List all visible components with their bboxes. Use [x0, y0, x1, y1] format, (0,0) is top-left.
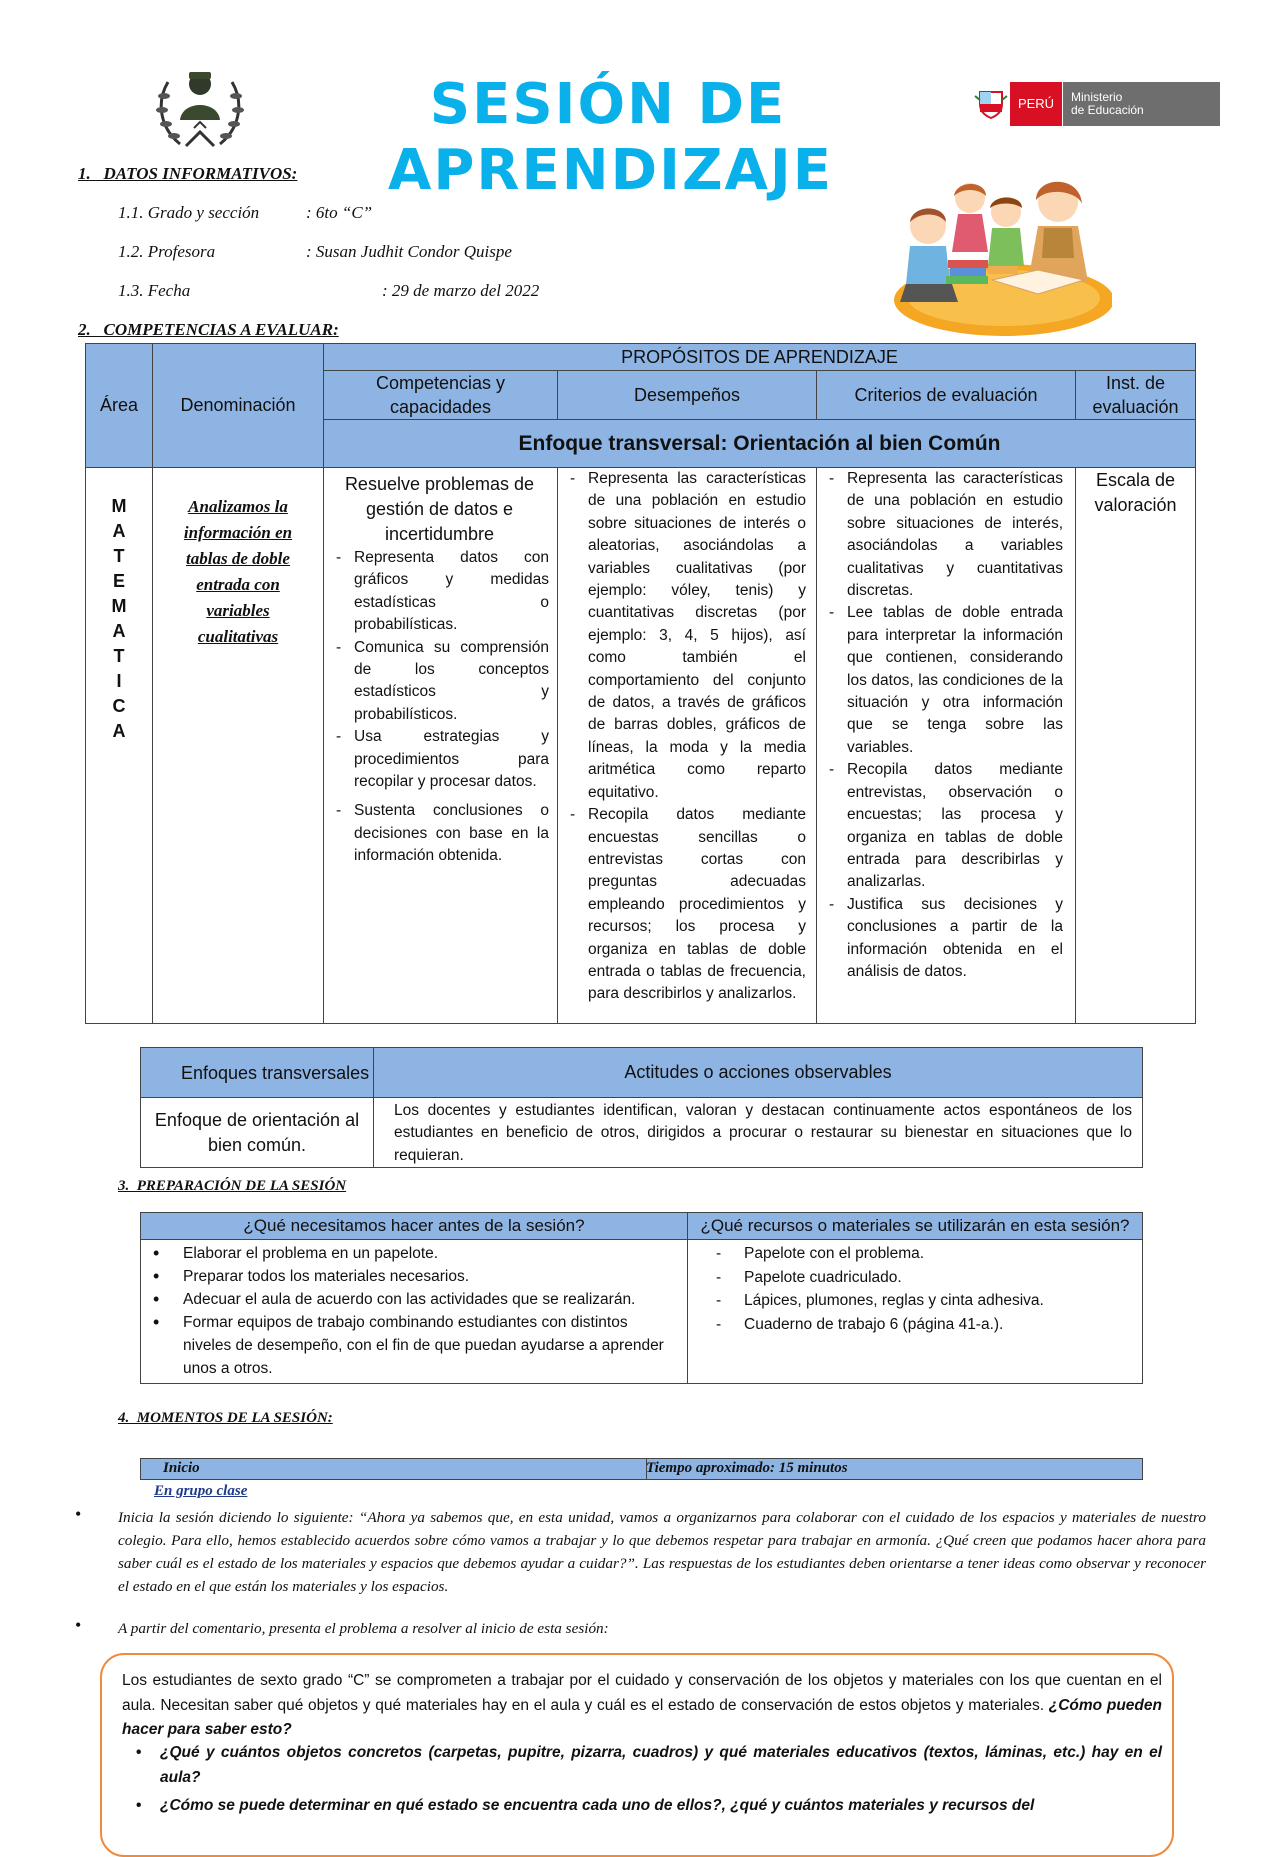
bullet-dot: •	[75, 1504, 82, 1524]
header-criterios: Criterios de evaluación	[817, 371, 1076, 420]
recursos-cell	[688, 1240, 1143, 1384]
question-item: • ¿Cómo se puede determinar en qué estado se encuentra cada uno de ellos?, ¿qué y cuántos materiales y recursos del	[136, 1797, 1035, 1814]
criterios-list	[823, 468, 1063, 983]
capacidad-item: - Comunica su comprensión de los conceptos estadísticos y probabilísticos.	[330, 637, 549, 727]
enfoque-name: Enfoque de orientación al bien común.	[141, 1098, 374, 1168]
header-denominacion: Denominación	[153, 344, 324, 468]
preparacion-table	[140, 1212, 1143, 1384]
competencia-title: Resuelve problemas de gestión de datos e incertidumbre	[344, 474, 535, 544]
header-propositos: PROPÓSITOS DE APRENDIZAJE	[324, 344, 1196, 371]
peru-label: PERÚ	[1010, 82, 1062, 126]
actitud-text: Los docentes y estudiantes identifican, valoran y destacan continuamente actos espontáneos de los estudiantes en beneficio de otros, dirigidos a procurar o restaurar su bienestar en situaciones que lo requieran.	[374, 1098, 1143, 1168]
inicio-paragraph: Inicia la sesión diciendo lo siguiente: “Ahora ya sabemos que, en esta unidad, vamos a organizarnos para colaborar con el cuidado de los espacios y materiales de nuestro colegio. Para ello, hemos establecido acuerdos sobre cómo vamos a trabajar y lo que debemos respetar para trabajar en armonía. ¿Qué creen que podamos hacer ahora para saber cuál es el estado de los materiales y espacios que debemos ayudar a cuidar?”. Las respuestas de los estudiantes deben orientarse a tener ideas como observar y reconocer el estado en el que están los materiales y los espacios.	[118, 1509, 1206, 1595]
area-letters	[86, 494, 152, 744]
problem-questions	[122, 1741, 1162, 1819]
ministry-name-line1: Ministerio	[1071, 90, 1123, 104]
antes-item: • Preparar todos los materiales necesarios.	[141, 1265, 677, 1288]
desempenos-list	[564, 468, 806, 1006]
page-title: SESIÓN DE APRENDIZAJE	[388, 72, 833, 203]
antes-list	[141, 1242, 677, 1380]
instrumento-text: Escala de valoración	[1094, 470, 1177, 515]
antes-cell	[141, 1240, 688, 1384]
criterio-item: - Representa las características de una población en estudio sobre situaciones de interés, asociándolas a variables cualitativas y cuantitativas discretas.	[823, 468, 1063, 602]
capacidades-list	[330, 547, 549, 868]
recurso-item: - Lápices, plumones, reglas y cinta adhesiva.	[710, 1289, 1132, 1313]
section-2-heading: 2. COMPETENCIAS A EVALUAR:	[78, 320, 339, 339]
header-area: Área	[86, 344, 153, 468]
area-letter: A	[112, 721, 126, 741]
recursos-header: ¿Qué recursos o materiales se utilizarán en esta sesión?	[688, 1213, 1143, 1240]
capacidad-item: - Usa estrategias y procedimientos para recopilar y procesar datos.	[330, 726, 549, 793]
question-text: ¿Cómo se puede determinar en qué estado se encuentra cada uno de ellos?, ¿qué y cuántos materiales y recursos del	[160, 1797, 1035, 1814]
ministry-logo	[970, 82, 1220, 126]
recurso-item: - Papelote cuadriculado.	[710, 1266, 1132, 1290]
info-profesora-label: 1.2. Profesora	[118, 242, 216, 261]
denominacion-text: Analizamos la información en tablas de doble entrada con variables cualitativas	[183, 497, 293, 646]
area-letter: M	[111, 596, 127, 616]
question-item: • ¿Qué y cuántos objetos concretos (carpetas, pupitre, pizarra, cuadros) y qué materiales educativos (textos, láminas, etc.) hay en el aula?	[136, 1744, 1162, 1786]
info-grado-label: 1.1. Grado y sección	[118, 203, 260, 222]
enfoques-table	[140, 1047, 1143, 1168]
info-grado-value: : 6to “C”	[306, 203, 373, 222]
area-letter: M	[111, 496, 127, 516]
info-fecha-value: : 29 de marzo del 2022	[382, 281, 540, 300]
grupo-clase-label: En grupo clase	[154, 1483, 248, 1499]
problem-text-block	[122, 1669, 1162, 1743]
antes-item: • Formar equipos de trabajo combinando estudiantes con distintos niveles de desempeño, con el fin de que puedan ayudarse a aprender unos a otros.	[141, 1311, 677, 1380]
antes-item: • Adecuar el aula de acuerdo con las actividades que se realizarán.	[141, 1288, 677, 1311]
peru-shield-icon	[974, 88, 1008, 120]
area-letter: T	[113, 546, 125, 566]
area-letter: A	[112, 621, 126, 641]
area-letter: T	[113, 646, 125, 666]
recurso-item: - Cuaderno de trabajo 6 (página 41-a.).	[710, 1313, 1132, 1337]
competencias-cell	[324, 468, 558, 1024]
desempeno-item: - Representa las características de una población en estudio sobre situaciones de interés o aleatorias, asociándolas a variables cualitativas (por ejemplo: vóley, tenis) y cuantitativas discretas (por ejemplo: 3, 4, 5 hijos), así como también el comportamiento del conjunto de datos, a través de gráficos de barras dobles, gráficos de líneas, la moda y la media aritmética como reparto equitativo.	[564, 468, 806, 804]
criterio-item: - Justifica sus decisiones y conclusiones a partir de la información obtenida en el análisis de datos.	[823, 894, 1063, 984]
area-letter: I	[116, 671, 122, 691]
problem-question: ¿Cómo pueden hacer para saber esto?	[122, 1696, 1162, 1738]
info-profesora-value: : Susan Judhit Condor Quispe	[306, 242, 512, 261]
inicio-bar	[140, 1458, 1143, 1480]
capacidad-item: - Sustenta conclusiones o decisiones con base en la información obtenida.	[330, 800, 549, 867]
header-competencias: Competencias y capacidades	[324, 371, 558, 420]
school-emblem-logo	[150, 62, 250, 154]
capacidad-item: - Representa datos con gráficos y medidas estadísticas o probabilísticas.	[330, 547, 549, 637]
inicio-label: Inicio	[163, 1460, 200, 1476]
criterio-item: - Lee tablas de doble entrada para interpretar la información que contienen, considerando los datos, las condiciones de la situación y otra información que se tenga sobre las variables.	[823, 602, 1063, 759]
section-3-heading: 3. PREPARACIÓN DE LA SESIÓN	[118, 1178, 347, 1194]
actitudes-header: Actitudes o acciones observables	[374, 1048, 1143, 1098]
children-reading-illustration	[888, 162, 1112, 340]
problem-text: Los estudiantes de sexto grado “C” se comprometen a trabajar por el cuidado y conservación de los objetos y materiales con los que cuentan en el aula. Necesitan saber qué objetos y qué materiales hay en el aula y cuál es el estado de conservación de estos objetos y materiales.	[122, 1672, 1162, 1714]
problem-box	[100, 1653, 1174, 1857]
area-letter: C	[112, 696, 126, 716]
antes-header: ¿Qué necesitamos hacer antes de la sesión?	[141, 1213, 688, 1240]
criterios-cell	[817, 468, 1076, 1024]
area-cell	[86, 468, 153, 1024]
section-4-heading: 4. MOMENTOS DE LA SESIÓN:	[118, 1410, 333, 1426]
enfoque-transversal-row: Enfoque transversal: Orientación al bien Común	[324, 420, 1196, 468]
header-desempenos: Desempeños	[558, 371, 817, 420]
section-1-heading: 1. DATOS INFORMATIVOS:	[78, 164, 298, 183]
question-text: ¿Qué y cuántos objetos concretos (carpetas, pupitre, pizarra, cuadros) y qué materiales educativos (textos, láminas, etc.) hay en el aula?	[160, 1744, 1162, 1786]
header-instrumento: Inst. de evaluación	[1076, 371, 1196, 420]
recursos-list	[710, 1242, 1132, 1336]
bullet-dot: •	[75, 1615, 82, 1635]
info-fecha-label: 1.3. Fecha	[118, 281, 191, 300]
area-letter: A	[112, 521, 126, 541]
instrumento-cell	[1076, 468, 1196, 1024]
denominacion-cell	[153, 468, 324, 1024]
desempenos-cell	[558, 468, 817, 1024]
desempeno-item: - Recopila datos mediante encuestas sencillas o entrevistas cortas con preguntas adecuadas empleando procedimientos y recursos; los procesa y organiza en tablas de doble entrada o tablas de frecuencia, para describirlos y analizarlos.	[564, 804, 806, 1006]
competencias-table	[85, 343, 1196, 1024]
area-letter: E	[112, 571, 125, 591]
tiempo-label: Tiempo aproximado: 15 minutos	[646, 1460, 848, 1476]
presenta-problema-text: A partir del comentario, presenta el problema a resolver al inicio de esta sesión:	[118, 1620, 609, 1637]
recurso-item: - Papelote con el problema.	[710, 1242, 1132, 1266]
enfoques-header: Enfoques transversales	[141, 1048, 374, 1098]
criterio-item: - Recopila datos mediante entrevistas, observación o encuestas; las procesa y organiza en tablas de doble entrada para describirlas y analizarlas.	[823, 759, 1063, 893]
ministry-name	[1063, 82, 1220, 126]
ministry-name-line2: de Educación	[1071, 103, 1144, 117]
antes-item: • Elaborar el problema en un papelote.	[141, 1242, 677, 1265]
